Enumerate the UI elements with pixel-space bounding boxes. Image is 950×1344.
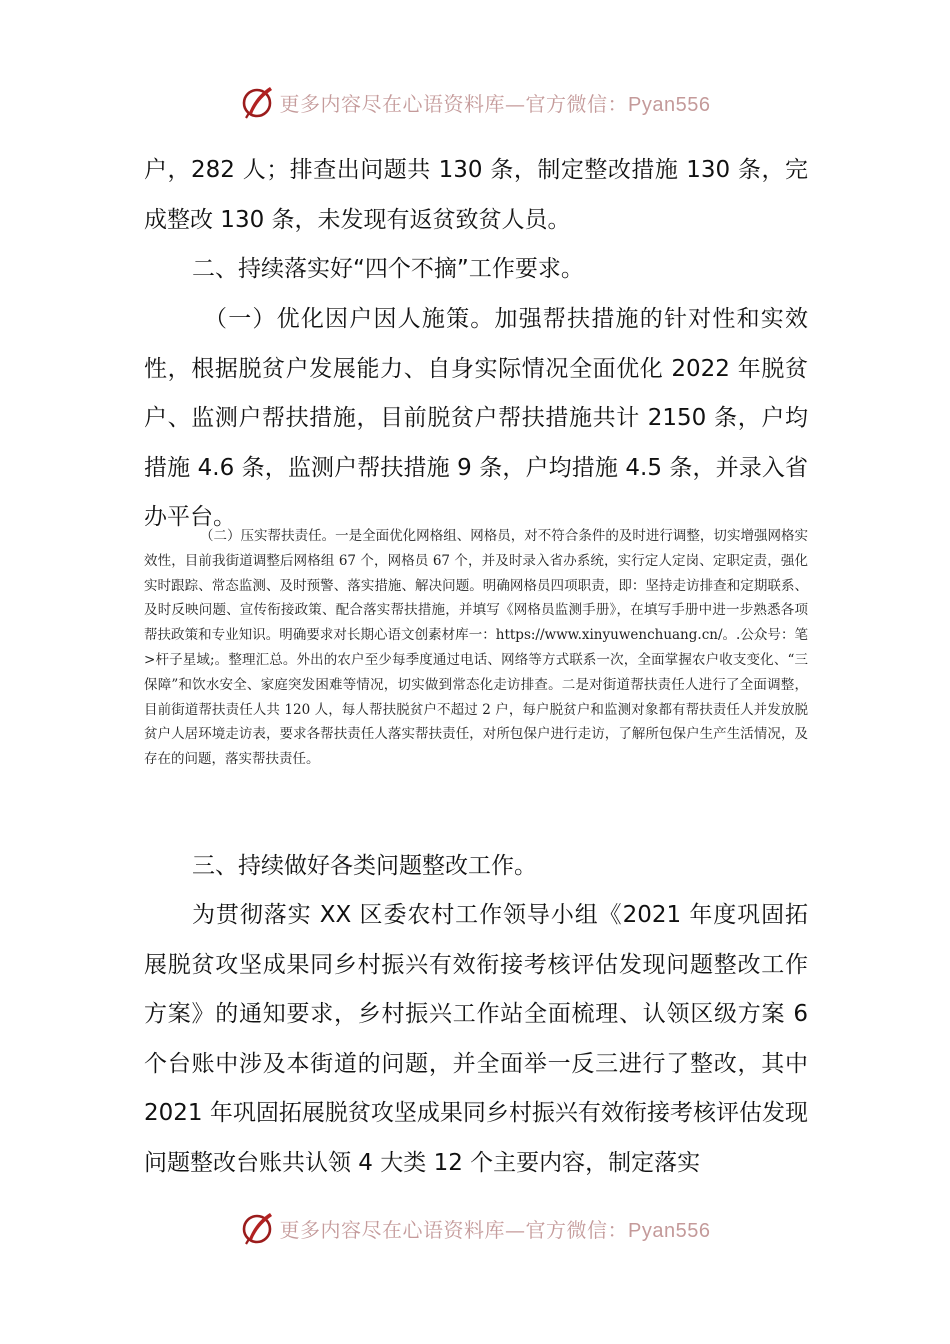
header-banner (0, 82, 950, 122)
paragraph-continuation: 户，282 人；排查出问题共 130 条，制定整改措施 130 条，完成整改 130 条，未发现有返贫致贫人员。 (144, 157, 808, 233)
paragraph-rectification: 为贯彻落实 XX 区委农村工作领导小组《2021 年度巩固拓展脱贫攻坚成果同乡村振兴有效衔接考核评估发现问题整改工作方案》的通知要求，乡村振兴工作站全面梳理、认领区级方案 6 个台账中涉及本街道的问题，并全面举一反三进行了整改，其中 2021 年巩固拓展脱贫攻坚成果同乡村振兴有效衔接考核评估发现问题整改台账共认领 4 大类 12 个主要内容，制定落实 (144, 902, 808, 1176)
footer-banner-handle: Pyan556 (628, 1219, 711, 1242)
header-banner-text (280, 88, 711, 117)
footer-banner-label: 更多内容尽在心语资料库—官方微信： (279, 1217, 629, 1242)
quill-pen-logo-icon (240, 1210, 276, 1246)
footer-banner-text (280, 1214, 711, 1243)
section-heading-three: 三、持续做好各类问题整改工作。 (192, 853, 537, 879)
quill-pen-logo-icon (240, 84, 276, 120)
paragraph-responsibility: （二）压实帮扶责任。一是全面优化网格组、网格员，对不符合条件的及时进行调整，切实增强网格实效性，目前我街道调整后网格组 67 个，网格员 67 个，并及时录入省办系统，实行定人定岗、定职定责，强化实时跟踪、常态监测、及时预警、落实措施、解决问题。明确网格员四项职责，即：坚持走访排查和定期联系、及时反映问题、宣传衔接政策、配合落实帮扶措施，并填写《网格员监测手册》，在填写手册中进一步熟悉各项帮扶政策和专业知识。明确要求对长期心语文创素材库一：https://www.xinyuwenchuang.cn/。.公众号：笔>杆子星域;。整理汇总。外出的农户至少每季度通过电话、网络等方式联系一次，全面掌握农户收支变化、“三保障”和饮水安全、家庭突发困难等情况，切实做到常态化走访排查。二是对街道帮扶责任人进行了全面调整，目前街道帮扶责任人共 120 人，每人帮扶脱贫户不超过 2 户，每户脱贫户和监测对象都有帮扶责任人并发放脱贫户人居环境走访表，要求各帮扶责任人落实帮扶责任，对所包保户进行走访，了解所包保户生产生活情况，及存在的问题，落实帮扶责任。 (144, 528, 808, 768)
section-heading-two: 二、持续落实好“四个不摘”工作要求。 (192, 256, 584, 282)
footer-banner (0, 1208, 950, 1248)
header-banner-label: 更多内容尽在心语资料库—官方微信： (279, 91, 629, 116)
header-banner-handle: Pyan556 (628, 93, 711, 116)
paragraph-optimize-measures: （一）优化因户因人施策。加强帮扶措施的针对性和实效性，根据脱贫户发展能力、自身实际情况全面优化 2022 年脱贫户、监测户帮扶措施，目前脱贫户帮扶措施共计 2150 条，户均措施 4.6 条，监测户帮扶措施 9 条，户均措施 4.5 条，并录入省办平台。 (144, 306, 808, 530)
